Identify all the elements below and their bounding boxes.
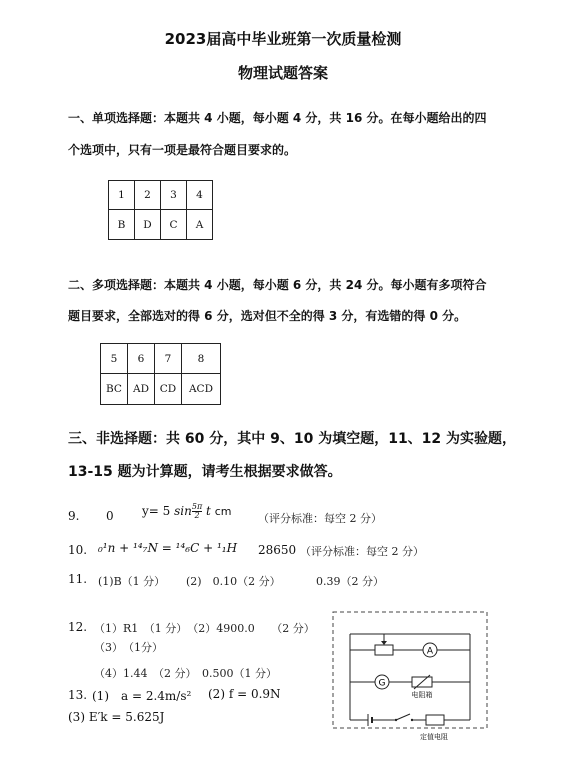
switch-contact-icon: [395, 719, 397, 721]
q9-eq-sin: sin: [174, 504, 192, 518]
q9-frac-num: 5π: [191, 502, 203, 511]
q12-line2: （3） （1分）: [94, 641, 163, 654]
q9-fraction: [192, 503, 202, 520]
q10-number: 10.: [68, 543, 88, 557]
section3-line1: 三、非选择题：共 60 分，其中 9、10 为填空题，11、12 为实验题，: [68, 431, 517, 447]
table-cell: ACD: [182, 374, 221, 405]
table-cell: CD: [155, 374, 182, 405]
q9-eq-prefix: y= 5: [142, 504, 171, 518]
section1-line1: 一、单项选择题：本题共 4 小题，每小题 4 分，共 16 分。在每小题给出的四: [68, 111, 487, 125]
q9-answer1: 0: [106, 509, 114, 523]
table-cell: D: [135, 210, 161, 240]
table-row: [109, 181, 213, 210]
table-cell: 1: [109, 181, 135, 210]
q10-scoring-note: （评分标准：每空 2 分）: [300, 545, 424, 558]
answer-table-single-choice: [108, 180, 213, 240]
q9-eq-t: t: [206, 504, 211, 518]
page-title: 2023届高中毕业班第一次质量检测: [164, 30, 402, 48]
dashed-box: [333, 612, 487, 728]
q13-part3: (3) E′k = 5.625J: [68, 710, 165, 724]
table-cell: AD: [128, 374, 155, 405]
q12-line3: （4）1.44 （2 分） 0.500（1 分）: [94, 667, 277, 680]
q13-part1: (1) a = 2.4m/s²: [92, 689, 192, 703]
resistance-box-label: 电阻箱: [411, 691, 433, 699]
table-cell: 7: [155, 344, 182, 374]
table-cell: C: [161, 210, 187, 240]
table-cell: 2: [135, 181, 161, 210]
answer-table-multiple-choice: [100, 343, 221, 405]
section2-line2: 题目要求，全部选对的得 6 分，选对但不全的得 3 分，有选错的得 0 分。: [68, 309, 467, 323]
page-subtitle: 物理试题答案: [237, 64, 328, 82]
rheostat-icon: [375, 645, 393, 655]
table-cell: 6: [128, 344, 155, 374]
table-cell: 5: [101, 344, 128, 374]
fixed-resistor-icon: [426, 715, 444, 725]
table-cell: 3: [161, 181, 187, 210]
table-cell: 8: [182, 344, 221, 374]
q9-equation: [142, 503, 231, 520]
q11-number: 11.: [68, 572, 88, 586]
q11-part1: (1)B（1 分）: [98, 575, 166, 588]
q11-part3: 0.39（2 分）: [316, 575, 384, 588]
fixed-resistor-label: 定值电阻: [420, 733, 448, 741]
section1-line2: 个选项中，只有一项是最符合题目要求的。: [68, 143, 297, 157]
table-row: [101, 344, 221, 374]
slider-arrow-icon: [381, 641, 387, 645]
table-row: [101, 374, 221, 405]
circuit-diagram: [330, 610, 490, 744]
q11-part2: (2) 0.10（2 分）: [186, 575, 281, 588]
q10-equation: ₀¹n + ¹⁴₇N = ¹⁴₆C + ¹₁H: [98, 541, 238, 555]
q9-scoring-note: （评分标准：每空 2 分）: [258, 512, 382, 525]
q9-number: 9.: [68, 509, 80, 523]
section2-line1: 二、多项选择题：本题共 4 小题，每小题 6 分，共 24 分。每小题有多项符合: [68, 278, 487, 292]
q13-part2: (2) f = 0.9N: [208, 687, 281, 701]
table-cell: B: [109, 210, 135, 240]
q12-number: 12.: [68, 620, 88, 634]
q9-eq-unit: cm: [214, 505, 232, 518]
table-row: [109, 210, 213, 240]
q12-line1: （1）R1 （1 分） （2）4900.0 （2 分）: [94, 622, 315, 635]
galvanometer-label: G: [378, 678, 386, 689]
switch-icon: [396, 714, 410, 720]
q13-number: 13.: [68, 688, 88, 702]
section3-line2: 13-15 题为计算题，请考生根据要求做答。: [68, 464, 342, 480]
table-cell: 4: [187, 181, 213, 210]
ammeter-label: A: [426, 646, 434, 657]
table-cell: A: [187, 210, 213, 240]
table-cell: BC: [101, 374, 128, 405]
q10-value: 28650: [258, 543, 297, 557]
q9-frac-den: 2: [194, 511, 200, 520]
